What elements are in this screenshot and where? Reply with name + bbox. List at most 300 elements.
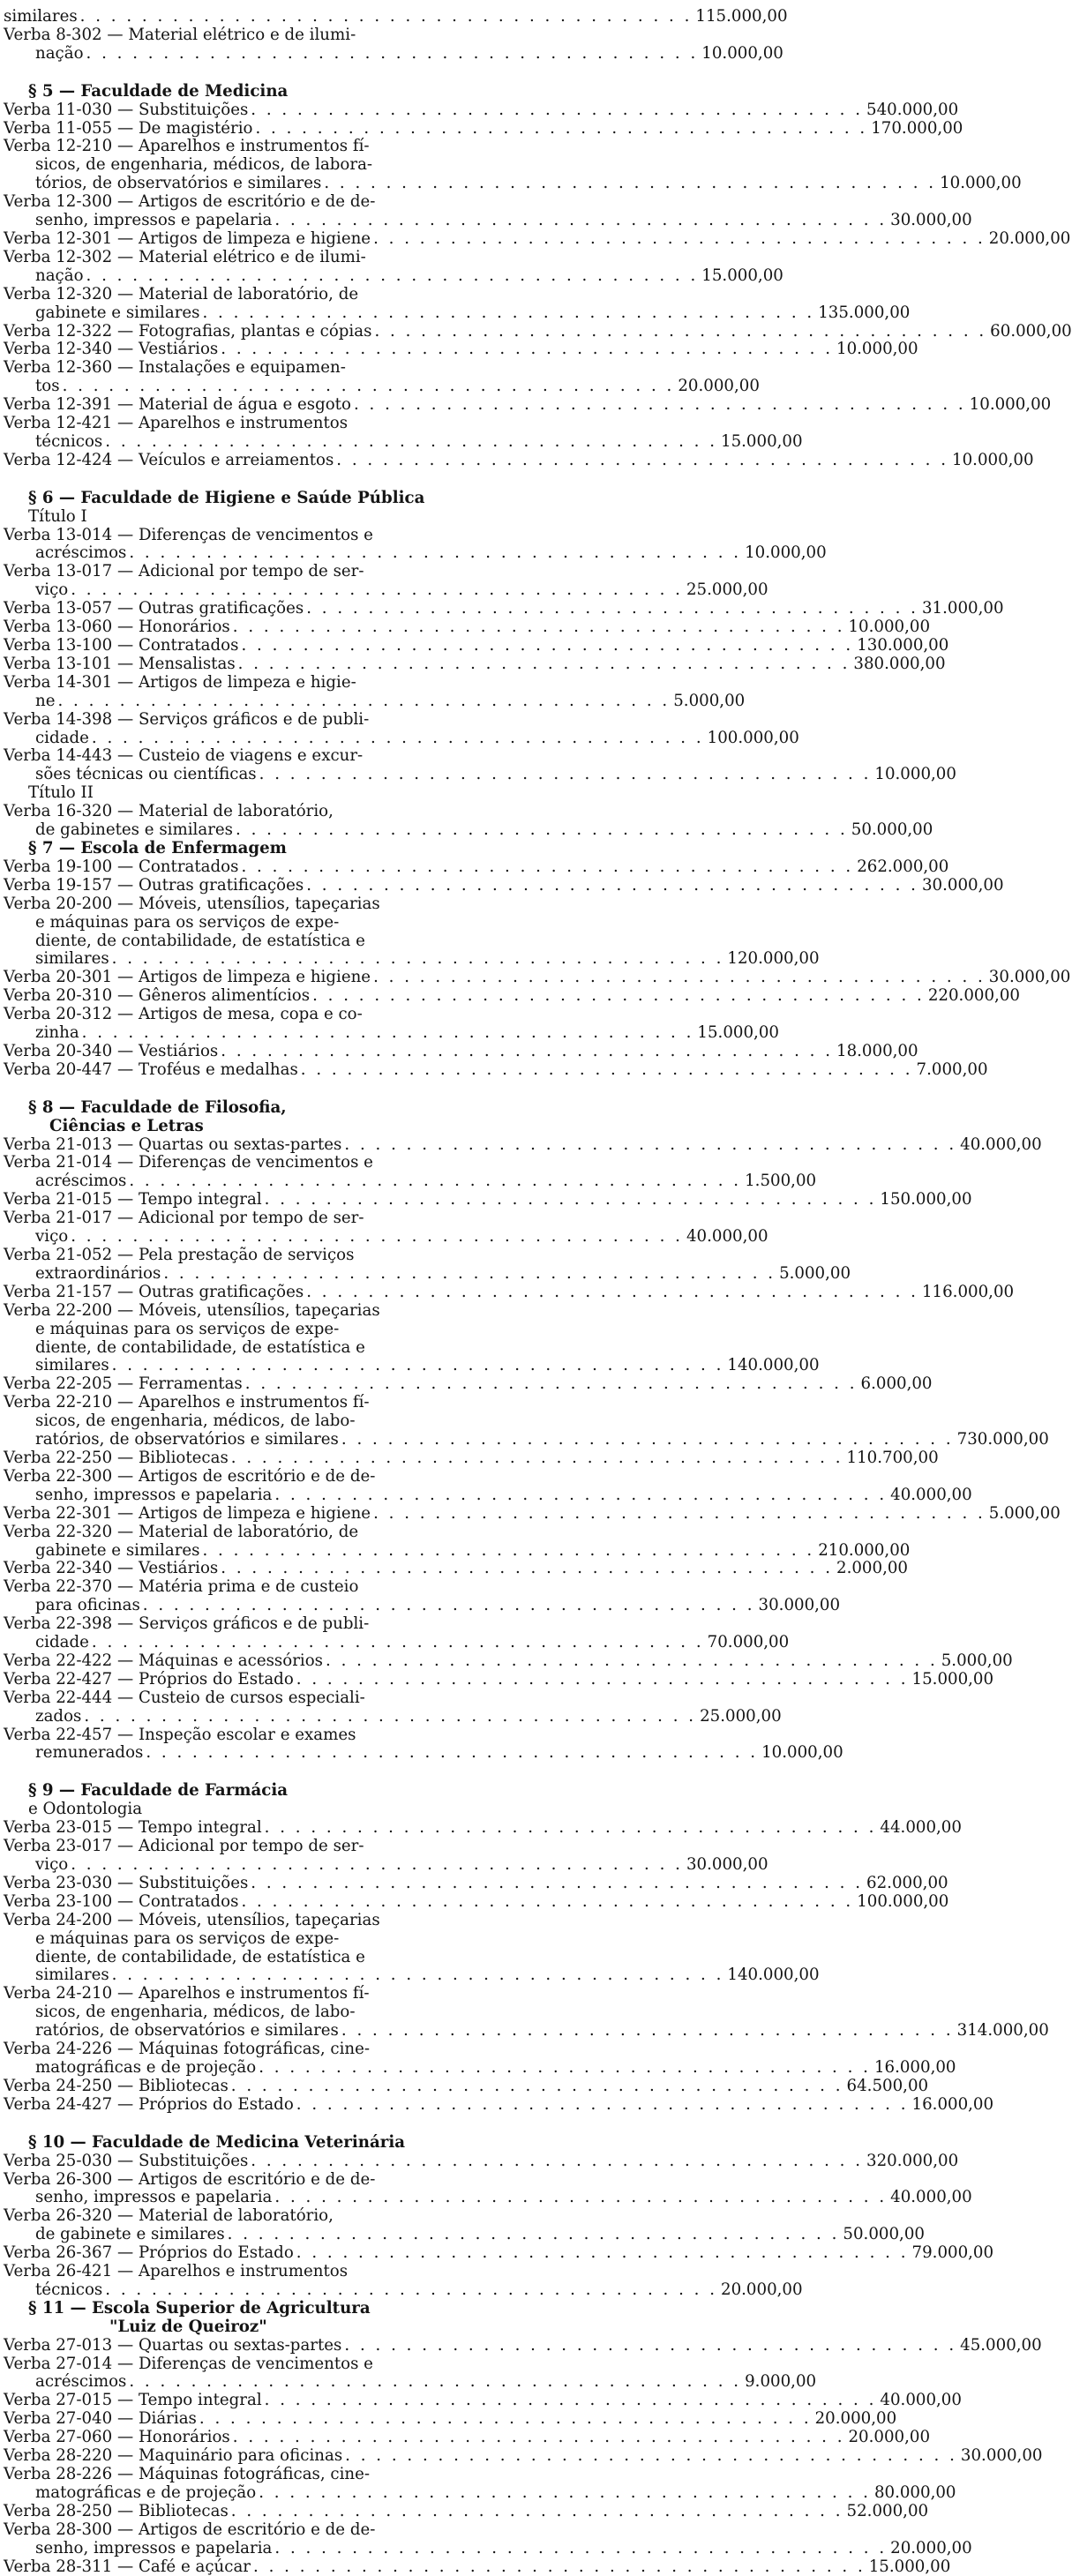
item-line [4, 784, 528, 803]
item-line [4, 2280, 803, 2300]
item-line [4, 949, 820, 969]
budget-section [4, 1097, 1061, 1764]
item-description: Verba 22-444 — Custeio de cursos especiali- [4, 1688, 365, 1707]
item-description: Verba 21-017 — Adicional por tempo de ser- [4, 1209, 364, 1228]
budget-item [4, 1688, 782, 1726]
budget-item [4, 2335, 1042, 2355]
item-line [4, 395, 1052, 415]
dot-leader: . . . . . . . . . . . . . . . . . . . . . . . . . . . . . . . . . . . . . . . . [344, 2335, 957, 2355]
item-line [4, 1743, 843, 1763]
item-line [4, 1524, 528, 1542]
item-description: Verba 20-200 — Móveis, utensílios, tapeçarias [4, 894, 380, 913]
item-description: Verba 12-322 — Fotografias, plantas e cópias [4, 321, 372, 341]
budget-item [4, 321, 1072, 341]
budget-item [4, 709, 799, 748]
budget-item [4, 840, 528, 858]
item-line [4, 527, 528, 545]
item-description: tos [35, 377, 60, 396]
dot-leader: . . . . . . . . . . . . . . . . . . . . . . . . . . . . . . . . . . . . . . . . [274, 211, 888, 230]
item-description: sicos, de engenharia, médicos, de labora- [35, 155, 373, 175]
dot-leader: . . . . . . . . . . . . . . . . . . . . . . . . . . . . . . . . . . . . . . . . [241, 1891, 854, 1911]
budget-item [4, 784, 528, 803]
item-description: Verba 23-030 — Substituições [4, 1873, 249, 1892]
item-description: Verba 12-424 — Veículos e arreiamentos [4, 450, 334, 469]
item-line [4, 211, 972, 230]
item-description: nação [35, 43, 84, 63]
item-amount: 115.000,00 [695, 7, 788, 26]
item-description: Verba 19-157 — Outras gratificações [4, 875, 304, 895]
dot-leader: . . . . . . . . . . . . . . . . . . . . . . . . . . . . . . . . . . . . . . . . [202, 1540, 815, 1560]
budget-item [4, 358, 760, 396]
item-description: tórios, de observatórios e similares [35, 174, 322, 193]
item-line [4, 2003, 528, 2022]
budget-item [4, 2409, 897, 2429]
budget-item [4, 1393, 1049, 1449]
item-description: Verba 27-060 — Honorários [4, 2428, 230, 2447]
item-description: Verba 22-370 — Matéria prima e de custeio [4, 1577, 359, 1597]
item-description: similares [35, 949, 109, 969]
item-amount: 100.000,00 [707, 728, 799, 747]
section-title: § 6 — Faculdade de Higiene e Saúde Pública [28, 488, 425, 507]
item-line [4, 932, 528, 951]
item-line [4, 1339, 528, 1358]
item-line [4, 249, 528, 267]
dot-leader: . . . . . . . . . . . . . . . . . . . . . . . . . . . . . . . . . . . . . . . . [296, 1669, 909, 1689]
item-description: acréscimos [35, 2372, 127, 2392]
item-amount: 380.000,00 [853, 654, 946, 673]
item-line [4, 2557, 951, 2576]
item-line [4, 2225, 925, 2244]
item-line [4, 1060, 988, 1080]
dot-leader: . . . . . . . . . . . . . . . . . . . . . . . . . . . . . . . . . . . . . . . . [105, 431, 717, 451]
item-line [4, 1596, 841, 1615]
budget-item [4, 1448, 939, 1468]
dot-leader: . . . . . . . . . . . . . . . . . . . . . . . . . . . . . . . . . . . . . . . . [86, 43, 699, 63]
item-description: para oficinas [35, 1596, 140, 1615]
item-description: Verba 22-200 — Móveis, utensílios, tapeçarias [4, 1300, 380, 1320]
budget-item [4, 1873, 948, 1893]
item-line [4, 1726, 528, 1745]
item-description: gabinete e similares [35, 1540, 200, 1560]
item-description: Verba 12-340 — Vestiários [4, 340, 219, 359]
budget-item [4, 395, 1052, 415]
item-line [4, 303, 911, 323]
item-description: Verba 28-226 — Máquinas fotográficas, cine- [4, 2465, 371, 2483]
item-line [4, 100, 959, 120]
dot-leader: . . . . . . . . . . . . . . . . . . . . . . . . . . . . . . . . . . . . . . . . [326, 1651, 938, 1670]
item-amount: 30.000,00 [921, 875, 1004, 895]
item-description: matográficas e de projeção [35, 2057, 257, 2077]
item-description: Verba 28-300 — Artigos de escritório e de de- [4, 2520, 376, 2539]
section-title: § 8 — Faculdade de Filosofia, [28, 1097, 287, 1117]
item-description: Verba 27-013 — Quartas ou sextas-partes [4, 2335, 342, 2355]
item-amount: 18.000,00 [836, 1041, 918, 1060]
budget-item [4, 1559, 908, 1578]
item-description: senho, impressos e papelaria [35, 1485, 273, 1504]
item-description: Verba 12-210 — Aparelhos e instrumentos fí- [4, 137, 370, 156]
item-amount: 25.000,00 [686, 580, 768, 600]
item-description: Verba 13-014 — Diferenças de vencimentos e [4, 525, 373, 544]
item-amount: 135.000,00 [818, 303, 911, 322]
item-line [4, 1930, 528, 1949]
budget-item [4, 636, 949, 655]
item-description: gabinete e similares [35, 303, 200, 322]
item-line [4, 1966, 820, 1985]
dot-leader: . . . . . . . . . . . . . . . . . . . . . . . . . . . . . . . . . . . . . . . . [274, 2188, 888, 2207]
item-amount: 10.000,00 [940, 174, 1022, 193]
item-description: Título II [28, 783, 94, 803]
item-description: sicos, de engenharia, médicos, de labo- [35, 2003, 356, 2022]
item-line [4, 1190, 972, 1209]
item-description: Verba 12-301 — Artigos de limpeza e higiene [4, 228, 371, 248]
budget-item [4, 1466, 972, 1505]
budget-item [4, 2206, 925, 2244]
item-line [4, 43, 783, 64]
dot-leader: . . . . . . . . . . . . . . . . . . . . . . . . . . . . . . . . . . . . . . . . [221, 340, 833, 359]
item-amount: 15.000,00 [868, 2557, 951, 2576]
item-description: Verba 20-312 — Artigos de mesa, copa e co- [4, 1005, 363, 1024]
budget-item [4, 1060, 988, 1080]
budget-section [4, 488, 1071, 1080]
budget-item [4, 2520, 972, 2558]
item-line [4, 2538, 972, 2558]
budget-item [4, 2076, 929, 2096]
budget-item [4, 599, 1004, 618]
item-line [4, 321, 1072, 341]
item-line [4, 840, 528, 858]
budget-item [4, 1891, 949, 1912]
item-line [4, 2021, 1049, 2041]
dot-leader: . . . . . . . . . . . . . . . . . . . . . . . . . . . . . . . . . . . . . . . . [253, 2557, 866, 2576]
item-line [4, 286, 528, 304]
item-line [4, 2466, 528, 2484]
item-description: acréscimos [35, 1172, 127, 1191]
item-description: Verba 22-340 — Vestiários [4, 1559, 219, 1578]
item-description: similares [4, 7, 78, 26]
budget-item [4, 2391, 962, 2410]
item-line [4, 765, 956, 784]
budget-item [4, 1190, 972, 1209]
item-description: Verba 27-015 — Tempo integral [4, 2391, 262, 2410]
item-description: cidade [35, 1633, 89, 1652]
item-description: acréscimos [35, 543, 127, 563]
item-line [4, 1615, 528, 1634]
budget-item [4, 1153, 817, 1191]
dot-leader: . . . . . . . . . . . . . . . . . . . . . . . . . . . . . . . . . . . . . . . . [230, 2076, 843, 2095]
item-description: Verba 22-457 — Inspeção escolar e exames [4, 1725, 356, 1744]
dot-leader: . . . . . . . . . . . . . . . . . . . . . . . . . . . . . . . . . . . . . . . . [264, 1818, 877, 1838]
item-description: senho, impressos e papelaria [35, 211, 273, 230]
item-description: Verba 20-447 — Troféus e medalhas [4, 1060, 298, 1079]
item-line [4, 711, 528, 730]
item-description: diente, de contabilidade, de estatística e [35, 931, 365, 950]
item-line [4, 895, 528, 914]
item-description: Verba 20-310 — Gêneros alimentícios [4, 986, 311, 1006]
dot-leader: . . . . . . . . . . . . . . . . . . . . . . . . . . . . . . . . . . . . . . . . [91, 728, 704, 747]
item-amount: 50.000,00 [851, 820, 933, 840]
dot-leader: . . . . . . . . . . . . . . . . . . . . . . . . . . . . . . . . . . . . . . . . [255, 118, 868, 138]
item-description: Verba 14-443 — Custeio de viagens e excur- [4, 746, 364, 766]
item-description: Verba 16-320 — Material de laboratório, [4, 802, 334, 821]
item-amount: 30.000,00 [686, 1855, 768, 1874]
budget-item [4, 1669, 994, 1689]
item-amount: 44.000,00 [880, 1818, 962, 1838]
item-amount: 130.000,00 [857, 636, 949, 655]
budget-item [4, 2446, 1043, 2466]
item-line [4, 914, 528, 932]
item-amount: 30.000,00 [758, 1596, 841, 1615]
item-line [4, 1041, 918, 1061]
dot-leader: . . . . . . . . . . . . . . . . . . . . . . . . . . . . . . . . . . . . . . . . [264, 2391, 877, 2410]
item-amount: 220.000,00 [927, 986, 1020, 1006]
item-description: ratórios, de observatórios e similares [35, 2021, 339, 2041]
item-amount: 70.000,00 [707, 1633, 790, 1652]
item-amount: 314.000,00 [956, 2021, 1049, 2041]
dot-leader: . . . . . . . . . . . . . . . . . . . . . . . . . . . . . . . . . . . . . . . . [373, 228, 986, 248]
item-amount: 50.000,00 [843, 2225, 925, 2244]
item-line [4, 875, 1004, 895]
item-amount: 120.000,00 [727, 949, 820, 969]
item-description: Verba 22-205 — Ferramentas [4, 1374, 243, 1394]
budget-item [4, 968, 1071, 987]
item-description: Verba 12-302 — Material elétrico e de ilumi- [4, 247, 366, 266]
item-line [4, 1023, 779, 1043]
budget-item [4, 284, 911, 323]
dot-leader: . . . . . . . . . . . . . . . . . . . . . . . . . . . . . . . . . . . . . . . . [237, 654, 851, 673]
dot-leader: . . . . . . . . . . . . . . . . . . . . . . . . . . . . . . . . . . . . . . . . [111, 949, 724, 969]
dot-leader: . . . . . . . . . . . . . . . . . . . . . . . . . . . . . . . . . . . . . . . . [221, 1041, 833, 1060]
item-description: Verba 28-250 — Bibliotecas [4, 2501, 229, 2520]
item-line [4, 599, 1004, 618]
item-amount: 2.000,00 [836, 1559, 908, 1578]
budget-item [4, 2169, 972, 2208]
dot-leader: . . . . . . . . . . . . . . . . . . . . . . . . . . . . . . . . . . . . . . . . [306, 1282, 918, 1301]
dot-leader: . . . . . . . . . . . . . . . . . . . . . . . . . . . . . . . . . . . . . . . . [230, 2501, 843, 2520]
dot-leader: . . . . . . . . . . . . . . . . . . . . . . . . . . . . . . . . . . . . . . . . [374, 321, 987, 341]
dot-leader: . . . . . . . . . . . . . . . . . . . . . . . . . . . . . . . . . . . . . . . . [129, 1172, 742, 1191]
item-line [4, 118, 963, 139]
item-line [4, 1891, 949, 1912]
item-description: Verba 12-320 — Material de laboratório, de [4, 284, 359, 303]
dot-leader: . . . . . . . . . . . . . . . . . . . . . . . . . . . . . . . . . . . . . . . . [341, 1430, 954, 1449]
dot-leader: . . . . . . . . . . . . . . . . . . . . . . . . . . . . . . . . . . . . . . . . [199, 2409, 812, 2429]
item-line [4, 2355, 528, 2374]
item-amount: 100.000,00 [857, 1891, 949, 1911]
item-line [4, 2151, 959, 2171]
item-amount: 20.000,00 [721, 2280, 803, 2299]
item-line [4, 1912, 528, 1930]
budget-item [4, 1910, 820, 1986]
item-description: Verba 21-157 — Outras gratificações [4, 1282, 304, 1301]
item-line [4, 2041, 528, 2059]
item-description: Verba 21-015 — Tempo integral [4, 1190, 262, 1209]
item-amount: 52.000,00 [846, 2501, 929, 2520]
item-line [4, 820, 933, 840]
item-description: Verba 22-250 — Bibliotecas [4, 1448, 229, 1467]
budget-item [4, 414, 803, 452]
item-line [4, 450, 1034, 470]
item-line [4, 2446, 1043, 2466]
item-description: Verba 13-100 — Contratados [4, 636, 239, 655]
budget-item [4, 2243, 994, 2263]
item-amount: 25.000,00 [700, 1706, 782, 1726]
budget-item [4, 618, 931, 637]
item-line [4, 340, 918, 359]
dot-leader: . . . . . . . . . . . . . . . . . . . . . . . . . . . . . . . . . . . . . . . . [105, 2280, 717, 2299]
dot-leader: . . . . . . . . . . . . . . . . . . . . . . . . . . . . . . . . . . . . . . . . [129, 543, 742, 563]
item-description: remunerados [35, 1743, 144, 1763]
item-amount: 10.000,00 [745, 543, 827, 563]
item-line [4, 2521, 528, 2540]
item-line [4, 1227, 768, 1247]
dot-leader: . . . . . . . . . . . . . . . . . . . . . . . . . . . . . . . . . . . . . . . . [241, 636, 854, 655]
item-line [4, 1006, 528, 1024]
budget-item [4, 1246, 851, 1284]
item-amount: 16.000,00 [911, 2094, 994, 2114]
item-line [4, 2263, 528, 2281]
item-line [4, 580, 768, 600]
item-line [4, 1412, 528, 1431]
budget-item [4, 1041, 918, 1061]
budget-item [4, 2428, 931, 2447]
dot-leader: . . . . . . . . . . . . . . . . . . . . . . . . . . . . . . . . . . . . . . . . [251, 1873, 864, 1892]
item-description: cidade [35, 728, 89, 747]
item-line [4, 654, 946, 674]
budget-document [0, 7, 1072, 2576]
item-line [4, 1321, 528, 1339]
item-description: Verba 12-421 — Aparelhos e instrumentos [4, 414, 349, 433]
item-description: Verba 24-427 — Próprios do Estado [4, 2094, 294, 2114]
item-description: e máquinas para os serviços de expe- [35, 1319, 340, 1338]
item-amount: 10.000,00 [701, 43, 783, 63]
item-amount: 30.000,00 [960, 2446, 1043, 2466]
item-description: Verba 25-030 — Substituições [4, 2151, 249, 2170]
section-subtitle: Título I [28, 506, 87, 526]
dot-leader: . . . . . . . . . . . . . . . . . . . . . . . . . . . . . . . . . . . . . . . . [230, 1448, 843, 1467]
item-line [4, 193, 528, 212]
dot-leader: . . . . . . . . . . . . . . . . . . . . . . . . . . . . . . . . . . . . . . . . [373, 968, 986, 987]
item-line [4, 1689, 528, 1708]
item-line [4, 636, 949, 655]
item-line [4, 1669, 994, 1689]
item-amount: 5.000,00 [779, 1263, 851, 1283]
item-description: Verba 22-320 — Material de laboratório, de [4, 1522, 359, 1541]
dot-leader: . . . . . . . . . . . . . . . . . . . . . . . . . . . . . . . . . . . . . . . . [163, 1263, 776, 1283]
item-line [4, 803, 528, 821]
item-line [4, 2076, 929, 2096]
budget-item [4, 986, 1020, 1006]
item-amount: 10.000,00 [969, 395, 1052, 415]
budget-item [4, 2300, 528, 2318]
item-amount: 79.000,00 [911, 2243, 994, 2263]
item-line [4, 1633, 790, 1652]
item-amount: 40.000,00 [890, 1485, 972, 1504]
item-line [4, 1855, 768, 1875]
item-amount: 7.000,00 [916, 1060, 988, 1079]
item-line [4, 2057, 956, 2078]
budget-item [4, 2354, 817, 2393]
budget-item [4, 450, 1034, 470]
item-line [4, 1503, 1061, 1524]
item-line [4, 2409, 897, 2429]
item-description: de gabinete e similares [35, 2225, 225, 2244]
item-amount: 5.000,00 [673, 691, 746, 710]
budget-item [4, 340, 918, 359]
budget-item [4, 1374, 933, 1394]
dot-leader: . . . . . . . . . . . . . . . . . . . . . . . . . . . . . . . . . . . . . . . . [336, 450, 949, 469]
item-line [4, 174, 1022, 193]
item-description: Verba 8-302 — Material elétrico e de ilumi- [4, 25, 356, 44]
budget-item [4, 875, 1004, 895]
item-description: Verba 20-340 — Vestiários [4, 1041, 219, 1060]
item-line [4, 1394, 528, 1412]
item-description: Verba 13-017 — Adicional por tempo de ser- [4, 562, 364, 581]
item-description: Verba 27-040 — Diárias [4, 2409, 197, 2429]
item-amount: 140.000,00 [727, 1356, 820, 1375]
item-description: extraordinários [35, 1263, 161, 1283]
item-amount: 5.000,00 [988, 1503, 1061, 1523]
item-amount: 10.000,00 [874, 765, 956, 784]
dot-leader: . . . . . . . . . . . . . . . . . . . . . . . . . . . . . . . . . . . . . . . . [296, 2243, 909, 2263]
dot-leader: . . . . . . . . . . . . . . . . . . . . . . . . . . . . . . . . . . . . . . . . [111, 1966, 724, 1985]
item-amount: 110.700,00 [846, 1448, 939, 1467]
item-amount: 31.000,00 [921, 599, 1004, 618]
item-line [4, 156, 528, 175]
item-description: Verba 21-052 — Pela prestação de serviços [4, 1246, 355, 1264]
item-line [4, 618, 931, 637]
budget-item [4, 228, 1071, 249]
item-line [4, 1468, 528, 1486]
budget-item [4, 25, 783, 64]
budget-item [4, 2262, 803, 2300]
item-line [4, 2482, 956, 2503]
budget-item [4, 1522, 911, 1561]
dot-leader: . . . . . . . . . . . . . . . . . . . . . . . . . . . . . . . . . . . . . . . . [264, 1190, 877, 1209]
dot-leader: . . . . . . . . . . . . . . . . . . . . . . . . . . . . . . . . . . . . . . . . [227, 2225, 840, 2244]
budget-item [4, 1503, 1061, 1524]
item-description: Verba 22-398 — Serviços gráficos e de publi- [4, 1614, 370, 1634]
item-description: Verba 24-200 — Móveis, utensílios, tapeçarias [4, 1910, 380, 1929]
item-line [4, 1985, 528, 2003]
item-line [4, 2372, 817, 2392]
item-amount: 1.500,00 [745, 1172, 817, 1191]
item-description: Verba 19-100 — Contratados [4, 857, 239, 876]
item-line [4, 359, 528, 378]
item-description: sicos, de engenharia, médicos, de labo- [35, 1412, 356, 1431]
dot-leader: . . . . . . . . . . . . . . . . . . . . . . . . . . . . . . . . . . . . . . . . [91, 1633, 704, 1652]
item-description: técnicos [35, 431, 103, 451]
item-description: similares [35, 1356, 109, 1375]
item-description: Verba 14-398 — Serviços gráficos e de publi- [4, 709, 370, 729]
budget-item [4, 1282, 1015, 1302]
budget-item [4, 1725, 843, 1764]
item-amount: 60.000,00 [990, 321, 1072, 341]
budget-section [4, 7, 788, 64]
item-description: viço [35, 1855, 69, 1874]
item-line [4, 1578, 528, 1597]
item-line [4, 2300, 528, 2318]
item-amount: 40.000,00 [686, 1227, 768, 1247]
budget-item [4, 2094, 994, 2115]
budget-item [4, 1005, 779, 1043]
item-line [4, 1838, 528, 1856]
budget-item [4, 894, 820, 970]
item-line [4, 2318, 528, 2337]
item-description: § 11 — Escola Superior de Agricultura [28, 2298, 371, 2318]
dot-leader: . . . . . . . . . . . . . . . . . . . . . . . . . . . . . . . . . . . . . . . . [312, 986, 925, 1006]
item-amount: 40.000,00 [890, 2188, 972, 2207]
item-line [4, 26, 528, 45]
